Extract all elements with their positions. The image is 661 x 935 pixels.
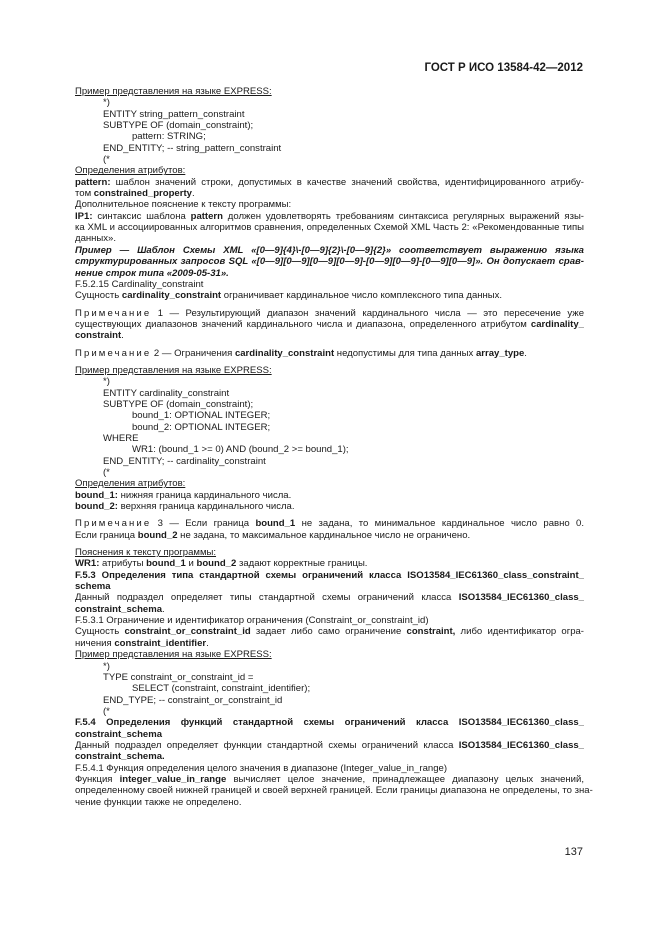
section-heading-f54: F.5.4 Определения функций стандартной схемы ограничений класса ISO13584_IEC61360_class_ xyxy=(75,717,584,729)
code-line: (* xyxy=(103,467,110,478)
note-line: Примечание 3 — Если граница bound_1 не задана, то минимальное кардинальное число равно 0. xyxy=(75,518,585,530)
code-line: END_TYPE; -- constraint_or_constraint_id xyxy=(103,694,283,706)
code-line: (* xyxy=(103,705,110,717)
code-line: pattern: STRING; xyxy=(132,131,206,143)
section-heading-f53: F.5.3 Определения типа стандартной схемы ограничений класса ISO13584_IEC61360_class_constraint_ xyxy=(75,569,584,581)
note-line: Примечание 2 — Ограничения cardinality_constraint недопустимы для типа данных array_type. xyxy=(75,347,527,359)
text-line: bound_2: верхняя граница кардинального числа. xyxy=(75,501,295,513)
text-line: Сущность constraint_or_constraint_id задает либо само ограничение constraint, либо идентификатор огра- xyxy=(75,626,584,638)
code-line: SELECT (constraint, constraint_identifier); xyxy=(132,683,311,695)
code-line: bound_2: OPTIONAL INTEGER; xyxy=(132,421,271,433)
code-line: ENTITY cardinality_constraint xyxy=(103,387,230,399)
document-header: ГОСТ Р ИСО 13584-42—2012 xyxy=(424,62,583,74)
note-line: существующих диапазонов значений кардинального числа и диапазона, определенного атрибутом cardinality_ xyxy=(75,318,584,330)
code-line: bound_1: OPTIONAL INTEGER; xyxy=(132,410,271,422)
express-example-heading: Пример представления на языке EXPRESS: xyxy=(75,364,272,376)
code-line: ENTITY string_pattern_constraint xyxy=(103,108,245,120)
note-line: Примечание 1 — Результирующий диапазон значений кардинального числа — это пересечение уже xyxy=(75,307,584,319)
code-line: END_ENTITY; -- cardinality_constraint xyxy=(103,455,266,467)
text-line: Функция integer_value_in_range вычисляет целое значение, принадлежащее диапазону целых значений, xyxy=(75,773,584,785)
text-line: данных». xyxy=(75,233,117,245)
text-line: том constrained_property. xyxy=(75,188,195,200)
code-line: (* xyxy=(103,154,110,166)
text-line: Сущность cardinality_constraint ограничивает кардинальное число комплексного типа данных. xyxy=(75,290,503,302)
section-heading-f53-cont: schema xyxy=(75,581,111,593)
text-line: constraint_schema. xyxy=(75,603,165,615)
section-heading-f541: F.5.4.1 Функция определения целого значения в диапазоне (Integer_value_in_range) xyxy=(75,762,448,774)
note-line: Если граница bound_2 не задана, то максимальное кардинальное число не ограничено. xyxy=(75,529,471,541)
attribute-definitions-heading: Определения атрибутов: xyxy=(75,478,186,490)
example-line: Пример — Шаблон Схемы XML «[0—9]{4}\-[0—9]{2}\-[0—9]{2}» соответствует выражению языка xyxy=(75,244,584,256)
example-line: структурированных запросов SQL «[0—9][0—9][0—9][0—9]-[0—9][0—9]-[0—9][0—9]». Он допускает срав- xyxy=(75,256,584,268)
express-example-heading: Пример представления на языке EXPRESS: xyxy=(75,86,272,97)
text-line: IP1: синтаксис шаблона pattern должен удовлетворять требованиям синтаксиса регулярных выражений язы- xyxy=(75,210,584,222)
text-line: определенному своей нижней границей и своей верхней границей. Если границы диапазона не определены, то зна- xyxy=(75,785,593,797)
text-line: WR1: атрибуты bound_1 и bound_2 задают корректные границы. xyxy=(75,558,368,570)
code-line: *) xyxy=(103,660,110,672)
code-line: TYPE constraint_or_constraint_id = xyxy=(103,671,254,683)
code-line: SUBTYPE OF (domain_constraint); xyxy=(103,120,254,132)
text-line: Данный подраздел определяет функции стандартной схемы ограничений класса ISO13584_IEC61360_class_ xyxy=(75,739,584,751)
code-line: *) xyxy=(103,97,110,109)
code-line: WR1: (bound_1 >= 0) AND (bound_2 >= bound_1); xyxy=(132,444,349,456)
document-body xyxy=(75,86,593,808)
text-line: Данный подраздел определяет типы стандартной схемы ограничений класса ISO13584_IEC61360_class_ xyxy=(75,592,584,604)
section-heading-f531: F.5.3.1 Ограничение и идентификатор ограничения (Constraint_or_constraint_id) xyxy=(75,615,429,627)
code-line: SUBTYPE OF (domain_constraint); xyxy=(103,398,254,410)
express-example-heading: Пример представления на языке EXPRESS: xyxy=(75,649,272,661)
page-number: 137 xyxy=(564,846,583,858)
text-line: bound_1: нижняя граница кардинального числа. xyxy=(75,489,292,501)
attribute-definitions-heading: Определения атрибутов: xyxy=(75,165,186,177)
note-line: constraint. xyxy=(75,330,124,342)
text-line: ка XML и ассоциированных алгоритмов сравнения, определенных Схемой XML Часть 2: «Рекомендованные типы xyxy=(75,222,584,234)
section-heading-f54-cont: constraint_schema xyxy=(75,728,163,740)
example-line: нение строк типа «2009-05-31». xyxy=(75,267,229,279)
program-notes-heading: Дополнительное пояснение к тексту программы: xyxy=(75,199,292,211)
section-heading-f5215: F.5.2.15 Cardinality_constraint xyxy=(75,278,204,290)
text-line: ничения constraint_identifier. xyxy=(75,637,209,649)
text-line: constraint_schema. xyxy=(75,751,165,763)
code-line: *) xyxy=(103,376,110,388)
code-line: WHERE xyxy=(103,432,139,444)
text-line: pattern: шаблон значений строки, допустимых в качестве значений свойства, идентифицированного атрибу- xyxy=(75,176,584,188)
program-notes-heading: Пояснения к тексту программы: xyxy=(75,547,217,559)
text-line: чение функции также не определено. xyxy=(75,796,242,808)
code-line: END_ENTITY; -- string_pattern_constraint xyxy=(103,142,282,154)
